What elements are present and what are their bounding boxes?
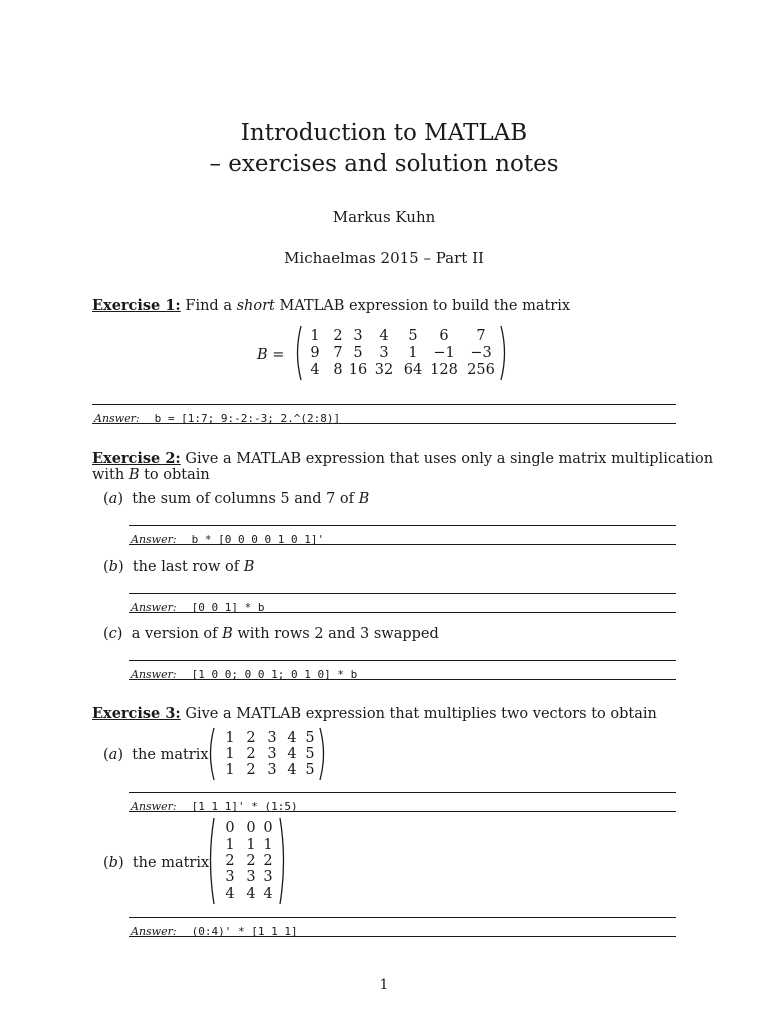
matrix-cell: 5 <box>353 345 363 361</box>
matrix-cell: 256 <box>467 361 495 378</box>
exercise-2a-answer: b * [0 0 0 0 1 0 1]' <box>191 533 325 546</box>
exercise-3-part-a <box>103 746 209 764</box>
part-tag-open: ( <box>103 491 109 507</box>
part-tag-close: ) <box>117 559 124 575</box>
part-text: the matrix <box>132 747 209 763</box>
exercise-3a-answer-box <box>129 792 676 812</box>
exercise-3-text: Give a MATLAB expression that multiplies two vectors to obtain <box>185 706 657 722</box>
exercise-2-label: Exercise 2: <box>92 450 181 467</box>
matrix-b-name: B <box>257 347 268 363</box>
exercise-2-line-2 <box>92 466 210 484</box>
exercise-2-line-2-var: B <box>128 467 140 483</box>
part-tag-open: ( <box>103 559 109 575</box>
matrix-cell: 128 <box>430 361 458 378</box>
exercise-1-label: Exercise 1: <box>92 297 181 314</box>
part-tag: b <box>108 855 118 871</box>
matrix-cell: 1 <box>225 746 235 762</box>
answer-label: Answer: <box>94 412 140 425</box>
matrix-3a <box>206 727 328 781</box>
exercise-2b-answer: [0 0 1] * b <box>191 601 265 614</box>
author: Markus Kuhn <box>332 208 436 226</box>
matrix-cell: 64 <box>403 361 423 378</box>
part-tag-open: ( <box>103 747 109 763</box>
exercise-3-statement <box>92 705 657 723</box>
part-text: the matrix <box>132 855 210 871</box>
matrix-cell: 2 <box>246 730 256 746</box>
matrix-b-equals: = <box>272 347 285 363</box>
matrix-cell: 4 <box>287 746 297 762</box>
exercise-1-answer-box <box>92 404 676 424</box>
matrix-cell: 4 <box>310 361 320 378</box>
part-tag-close: ) <box>116 626 123 642</box>
matrix-b-label <box>257 346 284 364</box>
matrix-cell: 2 <box>263 853 273 869</box>
matrix-cell: 3 <box>263 869 273 886</box>
part-text: the last row of <box>132 559 240 575</box>
matrix-3b <box>206 817 288 905</box>
matrix-paren-right <box>499 325 509 381</box>
exercise-2-line-1: Give a MATLAB expression that uses only a single matrix multiplication <box>185 451 714 467</box>
exercise-3-label: Exercise 3: <box>92 705 181 722</box>
matrix-cell: 8 <box>333 361 343 378</box>
matrix-cell: 7 <box>333 345 343 361</box>
part-text: the sum of columns 5 and 7 of <box>132 491 355 507</box>
part-tag-open: ( <box>103 855 109 871</box>
part-text: a version of <box>131 626 218 642</box>
matrix-cell: 3 <box>267 762 277 778</box>
matrix-cell: 3 <box>267 730 277 746</box>
matrix-b <box>293 325 509 381</box>
matrix-cell: 6 <box>439 328 449 345</box>
exercise-2-line-2-after: to obtain <box>144 467 210 483</box>
exercise-2c-answer: [1 0 0; 0 0 1; 0 1 0] * b <box>191 668 358 681</box>
part-text-after: with rows 2 and 3 swapped <box>237 626 439 642</box>
matrix-cell: 1 <box>310 328 320 345</box>
part-tag-close: ) <box>117 855 124 871</box>
matrix-cell: 1 <box>225 730 235 746</box>
exercise-1-statement <box>92 297 570 315</box>
matrix-cell: 3 <box>246 869 256 886</box>
exercise-2c-answer-box <box>129 660 676 680</box>
answer-label: Answer: <box>131 601 177 614</box>
matrix-cell: 3 <box>225 869 235 886</box>
title-line-2: – exercises and solution notes <box>209 151 559 177</box>
matrix-cell: 4 <box>287 762 297 778</box>
exercise-2-part-c <box>103 625 439 643</box>
matrix-cell: 1 <box>408 345 418 361</box>
matrix-cell: 0 <box>246 820 256 837</box>
matrix-cell: 5 <box>305 730 315 746</box>
matrix-cell: 16 <box>348 361 368 378</box>
matrix-cell: 2 <box>246 853 256 869</box>
exercise-2b-answer-box <box>129 593 676 613</box>
page-number: 1 <box>379 977 389 993</box>
part-tag-open: ( <box>103 626 109 642</box>
exercise-3-part-b <box>103 854 209 872</box>
matrix-cell: 5 <box>305 762 315 778</box>
matrix-cell: 0 <box>225 820 235 837</box>
matrix-cell: 4 <box>287 730 297 746</box>
matrix-cell: 1 <box>246 836 256 853</box>
matrix-cell: 32 <box>374 361 394 378</box>
matrix-cell: −3 <box>470 345 492 361</box>
part-var: B <box>358 491 370 507</box>
matrix-cell: 1 <box>225 762 235 778</box>
answer-label: Answer: <box>131 925 177 938</box>
matrix-cell: 3 <box>379 345 389 361</box>
matrix-cell: 0 <box>263 820 273 837</box>
part-tag: c <box>108 626 117 642</box>
title-line-1: Introduction to MATLAB <box>240 120 528 146</box>
matrix-cell: 9 <box>310 345 320 361</box>
part-var: B <box>243 559 255 575</box>
matrix-cell: 2 <box>333 328 343 345</box>
matrix-cell: 2 <box>246 746 256 762</box>
matrix-cell: 2 <box>246 762 256 778</box>
matrix-cell: 3 <box>267 746 277 762</box>
answer-label: Answer: <box>131 668 177 681</box>
answer-label: Answer: <box>131 800 177 813</box>
exercise-3b-answer-box <box>129 917 676 937</box>
matrix-cell: 5 <box>408 328 418 345</box>
exercise-3b-answer: (0:4)' * [1 1 1] <box>191 925 298 938</box>
part-tag: b <box>108 559 118 575</box>
matrix-cell: −1 <box>433 345 455 361</box>
exercise-2-part-b <box>103 558 254 576</box>
matrix-cell: 2 <box>225 853 235 869</box>
exercise-2a-answer-box <box>129 525 676 545</box>
term: Michaelmas 2015 – Part II <box>284 249 484 267</box>
exercise-1-text-after: MATLAB expression to build the matrix <box>279 298 571 314</box>
matrix-cell: 4 <box>263 885 273 902</box>
exercise-1-emphasis: short <box>236 298 275 314</box>
matrix-cell: 4 <box>379 328 389 345</box>
part-tag: a <box>108 747 118 763</box>
exercise-1-text-before: Find a <box>185 298 232 314</box>
part-var: B <box>222 626 233 642</box>
exercise-2-line-2-before: with <box>92 467 125 483</box>
matrix-cell: 5 <box>305 746 315 762</box>
matrix-cell: 4 <box>225 885 235 902</box>
part-tag-close: ) <box>117 491 123 507</box>
part-tag: a <box>108 491 118 507</box>
exercise-2-part-a <box>103 490 369 508</box>
answer-label: Answer: <box>131 533 177 546</box>
matrix-cell: 3 <box>353 328 363 345</box>
exercise-1-answer: b = [1:7; 9:-2:-3; 2.^(2:8)] <box>154 412 341 425</box>
matrix-cell: 7 <box>476 328 486 345</box>
part-tag-close: ) <box>117 747 123 763</box>
matrix-cell: 4 <box>246 885 256 902</box>
exercise-3a-answer: [1 1 1]' * (1:5) <box>191 800 298 813</box>
matrix-cell: 1 <box>263 836 273 853</box>
matrix-cell: 1 <box>225 836 235 853</box>
